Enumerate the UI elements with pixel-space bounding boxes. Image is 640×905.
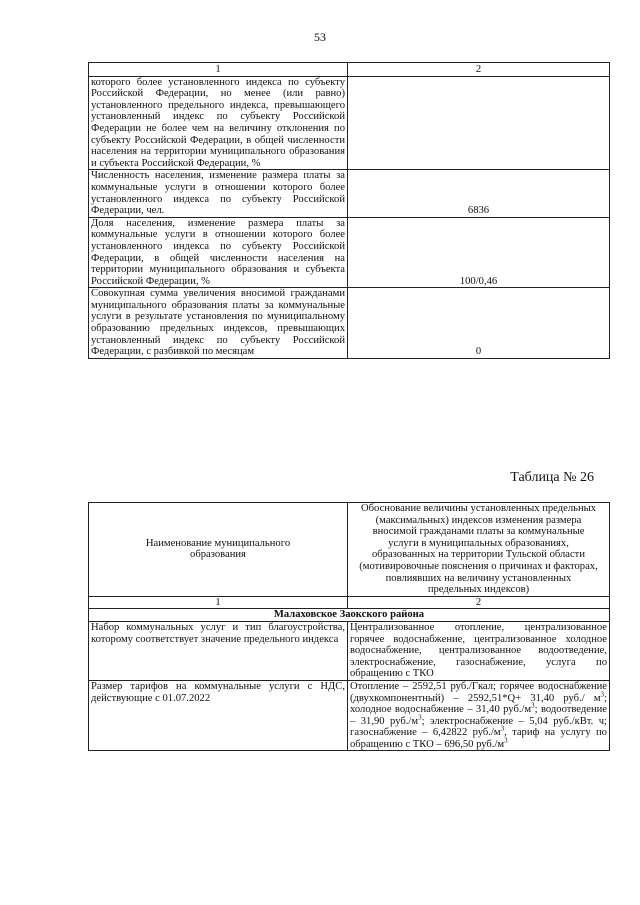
superscript: 3 bbox=[418, 713, 422, 722]
column-header-justification: Обоснование величины установленных предельных (максимальных) индексов изменения размера вносимой гражданами платы за коммунальные услуги в муниципальных образованиях, образованных на территории Тульской области (мотивировочные пояснения о причинах и факторах, повлиявших на величину установленных предельных индексов) bbox=[348, 503, 610, 597]
superscript: 3 bbox=[504, 736, 508, 745]
row-label: Совокупная сумма увеличения вносимой гражданами муниципального образования платы за коммунальные услуги в результате установления по муниципальному образованию предельных индексов, превышающих установленный индекс по субъекту Российской Федерации, с разбивкой по месяцам bbox=[89, 288, 348, 359]
row-value: 6836 bbox=[348, 170, 610, 217]
continuation-table bbox=[88, 62, 610, 359]
table-row bbox=[89, 680, 610, 751]
section-title: Малаховское Заокского района bbox=[89, 609, 610, 622]
table-caption: Таблица № 26 bbox=[510, 470, 594, 485]
row-label: которого более установленного индекса по субъекту Российской Федерации, но менее (или равно) установленного предельного индекса, превышающего установленный индекс по субъекту Российской Федерации не более чем на величину отклонения по субъекту Российской Федерации, в общей численности населения на территории муниципального образования и субъекта Российской Федерации, % bbox=[89, 76, 348, 170]
municipal-index-table bbox=[88, 502, 610, 751]
row-label: Доля населения, изменение размера платы за коммунальные услуги в отношении которого более установленного индекса по субъекту Российской Федерации, в общей численности населения на территории муниципального образования и субъекта Российской Федерации, % bbox=[89, 217, 348, 288]
row-label: Размер тарифов на коммунальные услуги с НДС, действующие с 01.07.2022 bbox=[89, 680, 348, 751]
tariff-text: , тариф на услугу по обращению с ТКО – 696,50 руб./м bbox=[350, 727, 607, 750]
table-row bbox=[89, 76, 610, 170]
page-number: 53 bbox=[314, 30, 326, 44]
tariff-text: ; холодное водоснабжение – 31,40 руб./м bbox=[350, 692, 607, 716]
table-row bbox=[89, 288, 610, 359]
column-header-municipality: Наименование муниципального образования bbox=[89, 503, 348, 597]
column-number-1: 1 bbox=[89, 596, 348, 609]
table-row bbox=[89, 621, 610, 680]
column-number-2: 2 bbox=[348, 596, 610, 609]
superscript: 3 bbox=[531, 701, 535, 710]
tariff-text: ; электроснабжение – 5,04 руб./кВт. ч; газоснабжение – 6,42822 руб./м bbox=[350, 715, 607, 739]
tariff-text: ; водоотведение – 31,90 руб./м bbox=[350, 704, 607, 727]
row-value: 0 bbox=[348, 288, 610, 359]
row-label: Набор коммунальных услуг и тип благоустройства, которому соответствует значение предельного индекса bbox=[89, 621, 348, 680]
column-number-2: 2 bbox=[348, 63, 610, 77]
row-label: Численность населения, изменение размера платы за коммунальные услуги в отношении которого более установленного индекса по субъекту Российской Федерации, чел. bbox=[89, 170, 348, 217]
column-number-row bbox=[89, 596, 610, 609]
table-header-row bbox=[89, 63, 610, 77]
tariff-text: Отопление – 2592,51 руб./Гкал; горячее водоснабжение (двухкомпонентный) – 2592,51*Q+ 31,40 руб./ м bbox=[350, 680, 607, 704]
column-number-1: 1 bbox=[89, 63, 348, 77]
superscript: 3 bbox=[500, 724, 505, 733]
row-value bbox=[348, 76, 610, 170]
table-row bbox=[89, 217, 610, 288]
superscript: 3 bbox=[600, 689, 605, 698]
table-row bbox=[89, 170, 610, 217]
row-value: Централизованное отопление, централизованное горячее водоснабжение, централизованное холодное водоснабжение, централизованное водоотведение, электроснабжение, газоснабжение, услуга по обращению с ТКО bbox=[348, 621, 610, 680]
section-row bbox=[89, 609, 610, 622]
tariff-values bbox=[348, 680, 610, 751]
row-value: 100/0,46 bbox=[348, 217, 610, 288]
table-header-row bbox=[89, 503, 610, 597]
